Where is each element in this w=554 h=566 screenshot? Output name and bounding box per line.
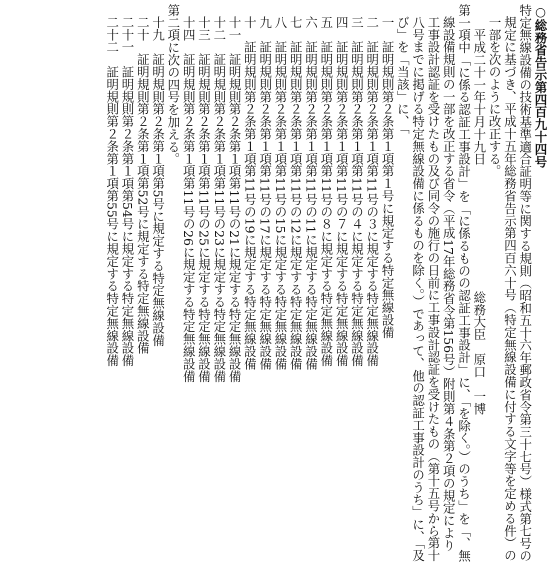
list-item: 一 証明規則第２条第１項第１号に規定する特定無線設備 [380,16,396,339]
list-item: 九 証明規則第２条第１項第11号の17に規定する特定無線設備 [257,16,273,371]
list-item: 七 証明規則第２条第１項第11号の12に規定する特定無線設備 [288,16,304,371]
list-item: 二十二 証明規則第２条第１項第55号に規定する特定無線設備 [104,16,120,367]
list-item: 四 証明規則第２条第１項第11号の７に規定する特定無線設備 [334,16,350,367]
date-signature-line [472,4,487,562]
list-item: 十九 証明規則第２条第１項第5号に規定する特定無線設備 [150,16,166,347]
list-item: 八 証明規則第２条第１項第11号の15に規定する特定無線設備 [272,16,288,371]
list-item: 十 証明規則第２条第１項第11号の19に規定する特定無線設備 [242,16,258,371]
amendment-clause-1: 第一項中「に係る認証工事設計」を「に係るものの認証工事設計」に、「を除く。）のうち」を「、無線設備規則の一部を改正する省令（平成17年総務省令第156号）附則第４条第２項の規定により工事設計認証を受けたもの及び同令の施行の日前に工事設計認証を受けたもの（第十五号から第十八号までに掲げる特定無線設備に係るものを除く。）であって、他の認証工事設計のうち」に、「及び」を「当該」に、「 [395,4,472,562]
list-item: 十一 証明規則第２条第１項第11号の21に規定する特定無線設備 [227,16,243,383]
preamble-paragraph: 特定無線設備の技術基準適合証明等に関する規則（昭和五十六年郵政省令第三十七号）様式第七号の規定に基づき、平成十五年総務省告示第四百六十号（特定無線設備に付する文字等を定める件）の一部を次のように改正する。 [487,4,533,562]
notice-text [6,4,548,562]
list-item: 十三 証明規則第２条第１項第11号の25に規定する特定無線設備 [196,16,212,383]
list-item: 二 証明規則第２条第１項第11号の３に規定する特定無線設備 [364,16,380,367]
list-item: 二十 証明規則第２条第１項第52号に規定する特定無線設備 [135,16,151,355]
list-item: 十四 証明規則第２条第１項第11号の26に規定する特定無線設備 [181,16,197,383]
notice-date: 平成二十一年十月十九日 [471,28,487,166]
list-item: 六 証明規則第２条第１項第11号の11に規定する特定無線設備 [303,16,319,371]
amendment-clause-2: 第二項に次の四号を加える。 [165,4,181,166]
list-item: 十二 証明規則第２条第１項第11号の23に規定する特定無線設備 [211,16,227,383]
list-item: 二十一 証明規則第２条第１項第54号に規定する特定無線設備 [119,16,135,367]
list-item: 五 証明規則第２条第１項第11号の８に規定する特定無線設備 [318,16,334,367]
list-item: 三 証明規則第２条第１項第11号の４に規定する特定無線設備 [349,16,365,367]
notice-title: ○総務省告示第四百九十四号 [533,4,548,168]
minister-signature: 総務大臣 原口 一博 [471,291,487,415]
